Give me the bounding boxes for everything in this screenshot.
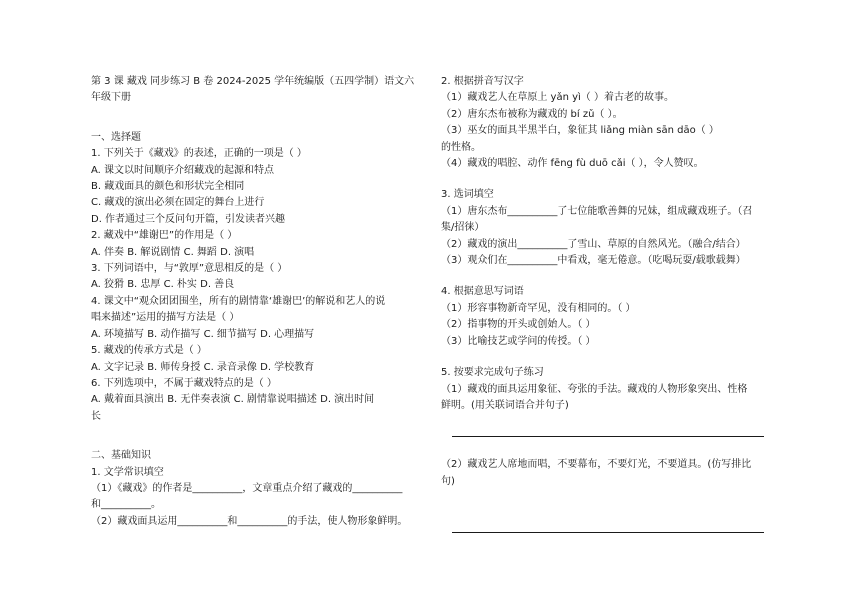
q3-options: A. 狡猾 B. 忠厚 C. 朴实 D. 善良 xyxy=(91,279,235,291)
r-q2-3-line1: （3）巫女的面具半黑半白，象征其 liǎng miàn sān dāo（ ） xyxy=(441,125,719,137)
r-q3-3: （3）观众们在__________中看戏，毫无倦意。（吃喝玩耍/载歌载舞） xyxy=(441,255,746,267)
q4-stem-line1: 4. 课文中“观众团团围坐，所有的剧情靠‘雄谢巴’的解说和艺人的说 xyxy=(91,295,386,307)
r-q3-2: （2）藏戏的演出__________了雪山、草原的自然风光。（融合/结合） xyxy=(441,238,746,250)
section1-heading: 一、选择题 xyxy=(91,131,141,143)
answer-line-1 xyxy=(452,436,764,437)
q1-option-d: D. 作者通过三个反问句开篇，引发读者兴趣 xyxy=(91,213,286,225)
q6-options-line2: 长 xyxy=(91,410,101,422)
section2-heading: 二、基础知识 xyxy=(91,450,151,462)
s2-q1-a-line2: 和__________。 xyxy=(91,499,161,511)
q5-stem: 5. 藏戏的传承方式是（ ） xyxy=(91,345,207,357)
r-q4-3: （3）比喻技艺或学问的传授。（ ） xyxy=(441,335,596,347)
r-q3-1-line2: 集/招徕） xyxy=(441,222,485,234)
r-q4-2: （2）指事物的开头或创始人。（ ） xyxy=(441,319,596,331)
q4-options: A. 环境描写 B. 动作描写 C. 细节描写 D. 心理描写 xyxy=(91,328,315,340)
r-q3-1-line1: （1）唐东杰布__________了七位能歌善舞的兄妹，组成藏戏班子。（召 xyxy=(441,205,753,217)
r-q3-stem: 3. 选词填空 xyxy=(441,189,494,201)
right-column xyxy=(441,74,771,545)
doc-title-line2: 年级下册 xyxy=(91,92,131,104)
q3-stem: 3. 下列词语中，与“敦厚”意思相反的是（ ） xyxy=(91,263,288,275)
s2-q1-stem: 1. 文学常识填空 xyxy=(91,466,164,478)
q2-stem: 2. 藏戏中“雄谢巴”的作用是（ ） xyxy=(91,230,238,242)
r-q2-1: （1）藏戏艺人在草原上 yǎn yì（ ）着古老的故事。 xyxy=(441,92,674,104)
r-q2-2: （2）唐东杰布被称为藏戏的 bí zǔ（ ）。 xyxy=(441,108,623,120)
answer-line-2 xyxy=(452,532,764,533)
r-q5-1-line1: （1）藏戏的面具运用象征、夸张的手法。藏戏的人物形象突出、性格 xyxy=(441,383,748,395)
q1-option-b: B. 藏戏面具的颜色和形状完全相同 xyxy=(91,181,245,193)
r-q5-2-line2: 句) xyxy=(441,475,455,487)
r-q2-3-line2: 的性格。 xyxy=(441,141,481,153)
q4-stem-line2: 唱来描述”运用的描写方法是（ ） xyxy=(91,312,240,324)
r-q4-1: （1）形容事物新奇罕见，没有相同的。（ ） xyxy=(441,302,636,314)
q6-stem: 6. 下列选项中，不属于藏戏特点的是（ ） xyxy=(91,377,277,389)
r-q2-stem: 2. 根据拼音写汉字 xyxy=(441,76,524,87)
r-q5-1-line2: 鲜明。(用关联词语合并句子) xyxy=(441,399,569,411)
r-q4-stem: 4. 根据意思写词语 xyxy=(441,286,524,298)
q2-options: A. 伴奏 B. 解说剧情 C. 舞蹈 D. 演唱 xyxy=(91,246,255,258)
q6-options-line1: A. 戴着面具演出 B. 无伴奏表演 C. 剧情靠说唱描述 D. 演出时间 xyxy=(91,394,375,406)
doc-title-line1: 第 3 课 藏戏 同步练习 B 卷 2024-2025 学年统编版（五四学制）语文六 xyxy=(91,76,415,87)
q1-option-c: C. 藏戏的演出必须在固定的舞台上进行 xyxy=(91,197,265,209)
r-q2-4: （4）藏戏的唱腔、动作 fēng fù duō cǎi（ ），令人赞叹。 xyxy=(441,158,704,170)
s2-q1-b: （2）藏戏面具运用__________和__________的手法，使人物形象鲜明。 xyxy=(91,515,408,527)
s2-q1-a-line1: （1）《藏戏》的作者是__________，文章重点介绍了藏戏的__________ xyxy=(91,482,403,494)
q1-option-a: A. 课文以时间顺序介绍藏戏的起源和特点 xyxy=(91,164,275,176)
q5-options: A. 文字记录 B. 师传身授 C. 录音录像 D. 学校教育 xyxy=(91,361,315,373)
r-q5-stem: 5. 按要求完成句子练习 xyxy=(441,367,544,379)
left-column xyxy=(91,74,426,530)
q1-stem: 1. 下列关于《藏戏》的表述，正确的一项是（ ） xyxy=(91,148,307,160)
r-q5-2-line1: （2）藏戏艺人席地而唱，不要幕布，不要灯光，不要道具。(仿写排比 xyxy=(441,459,752,471)
